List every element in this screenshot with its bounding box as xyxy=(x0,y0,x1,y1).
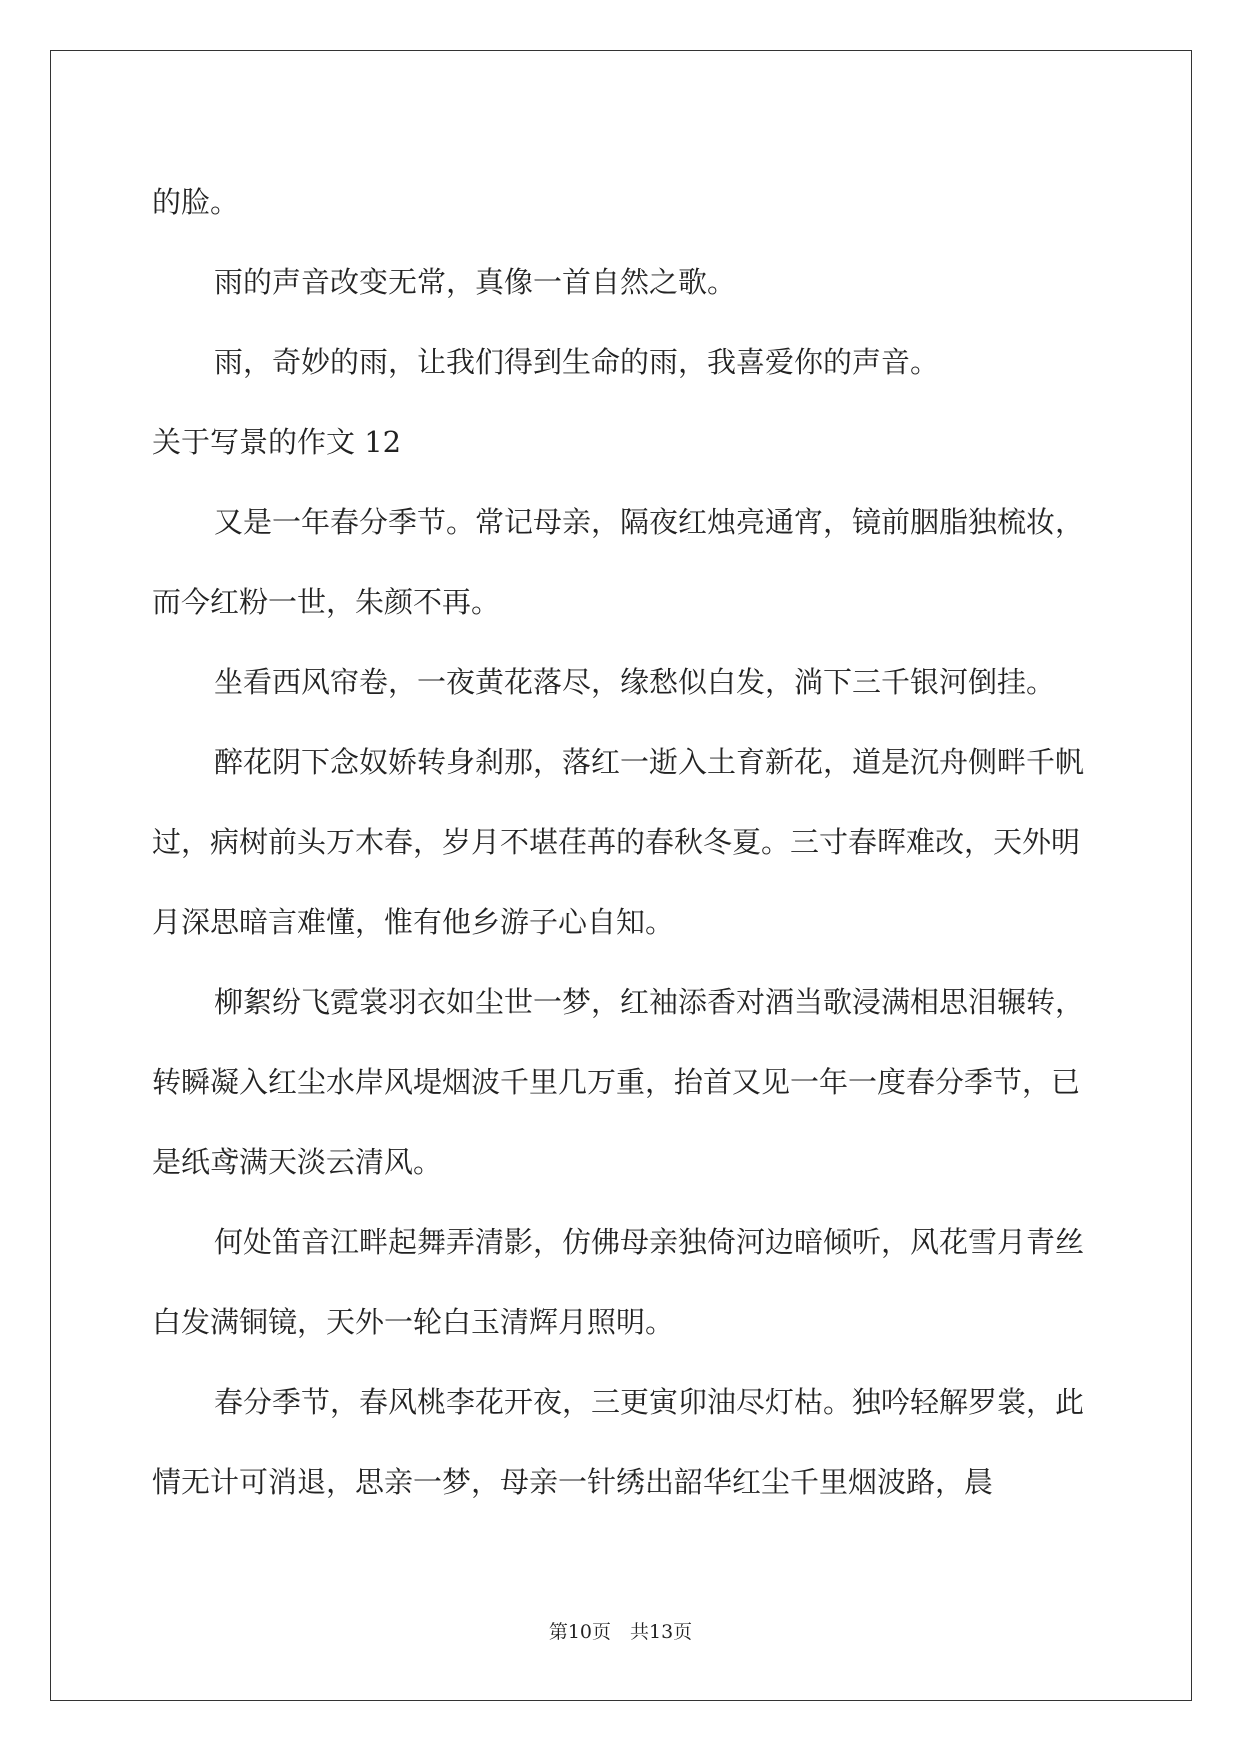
paragraph-6: 醉花阴下念奴娇转身刹那，落红一逝入土育新花，道是沉舟侧畔千帆过，病树前头万木春，岁月不堪荏苒的春秋冬夏。三寸春晖难改，天外明月深思暗言难懂，惟有他乡游子心自知。 xyxy=(152,745,1085,939)
section-heading: 关于写景的作文 12 xyxy=(152,425,402,459)
page-number-footer: 第10页 共13页 xyxy=(548,1621,693,1643)
paragraph-3: 雨，奇妙的雨，让我们得到生命的雨，我喜爱你的声音。 xyxy=(214,345,940,379)
document-body xyxy=(152,162,1092,1522)
paragraph-2: 雨的声音改变无常，真像一首自然之歌。 xyxy=(214,265,737,299)
paragraph-4: 又是一年春分季节。常记母亲，隔夜红烛亮通宵，镜前胭脂独梳妆，而今红粉一世，朱颜不再。 xyxy=(152,505,1085,619)
paragraph-9: 春分季节，春风桃李花开夜，三更寅卯油尽灯枯。独吟轻解罗裳，此情无计可消退，思亲一梦，母亲一针绣出韶华红尘千里烟波路，晨 xyxy=(152,1385,1085,1499)
paragraph-1: 的脸。 xyxy=(152,185,240,219)
paragraph-7: 柳絮纷飞霓裳羽衣如尘世一梦，红袖添香对酒当歌浸满相思泪辗转，转瞬凝入红尘水岸风堤烟波千里几万重，抬首又见一年一度春分季节，已是纸鸢满天淡云清风。 xyxy=(152,985,1085,1179)
paragraph-5: 坐看西风帘卷，一夜黄花落尽，缘愁似白发，淌下三千银河倒挂。 xyxy=(214,665,1056,699)
paragraph-8: 何处笛音江畔起舞弄清影，仿佛母亲独倚河边暗倾听，风花雪月青丝白发满铜镜，天外一轮白玉清辉月照明。 xyxy=(152,1225,1085,1339)
